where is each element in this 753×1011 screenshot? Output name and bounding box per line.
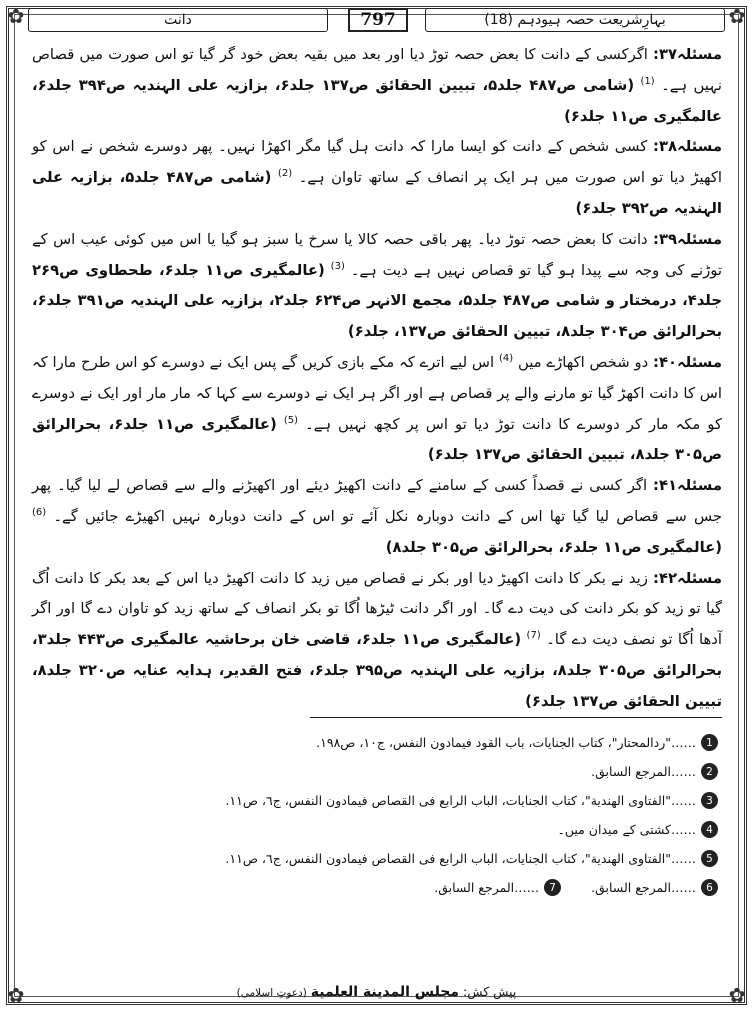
issue-label: مسئلہ۳۸: — [653, 138, 722, 156]
footnote-item — [28, 844, 718, 873]
corner-ornament-icon: ✿ — [728, 4, 746, 28]
footer-prefix: پیش کش: — [463, 984, 517, 999]
footnote-item — [28, 815, 718, 844]
footnote-item — [28, 728, 718, 757]
issue-label: مسئلہ۴۱: — [653, 477, 722, 495]
issue-citation: (عالمگیری ص۱۱ جلد۶، طحطاوی ص۲۶۹ جلد۴، درمختار و شامی ص۴۸۷ جلد۵، مجمع الانہر ص۶۲۴ جلد۲، بزازیہ علی الہندیہ ص۳۹۱ جلد۶، بحرالرائق ص۳۰۴ جلد۸، تبیین الحقائق ص۱۳۷، جلد۶) — [32, 261, 723, 341]
corner-ornament-icon: ✿ — [7, 983, 25, 1007]
issue-citation: (عالمگیری ص۱۱ جلد۶، بحرالرائق ص۳۰۵ جلد۸) — [385, 538, 722, 556]
book-title: بہارِشریعت حصہ ہیودہم (18) — [425, 8, 725, 32]
main-text — [32, 40, 722, 718]
footnote-number: 1 — [701, 734, 718, 751]
footnote-item — [28, 757, 718, 786]
footnote-number: 5 — [701, 850, 718, 867]
issue-37 — [32, 40, 722, 132]
page-header — [28, 8, 725, 34]
issue-text: کسی شخص کے دانت کو ایسا مارا کہ دانت ہل گیا مگر اکھڑا نہیں۔ پھر دوسرے شخص نے اس کو اکھیڑ دیا تو اس صورت میں ہر ایک پر انصاف کے ساتھ تاوان ہے۔ — [32, 138, 722, 187]
footnote-ref: (5) — [283, 414, 298, 426]
footnote-number: 6 — [701, 879, 718, 896]
issue-label: مسئلہ۴۲: — [653, 569, 722, 587]
footnote-text: ……المرجع السابق. — [591, 880, 696, 895]
issue-38 — [32, 132, 722, 224]
publisher-name: مجلس المدینة العلمیة — [310, 984, 460, 1000]
chapter-title: دانت — [28, 8, 328, 32]
corner-ornament-icon: ✿ — [728, 983, 746, 1007]
issue-citation: (شامی ص۴۸۷ جلد۵، تبیین الحقائق ص۱۳۷ جلد۶، بزازیہ علی الہندیہ ص۳۹۴ جلد۶، عالمگیری ص۱۱ جلد۶) — [32, 76, 722, 125]
footnote-text: ……المرجع السابق. — [434, 880, 540, 895]
footnote-divider — [310, 717, 722, 718]
footnote-number: 3 — [701, 792, 718, 809]
issue-label: مسئلہ۳۹: — [653, 230, 722, 248]
footnote-ref: (4) — [498, 353, 514, 365]
footnote-ref: (1) — [640, 75, 655, 87]
corner-ornament-icon: ✿ — [7, 4, 25, 28]
issue-citation: (عالمگیری ص۱۱ جلد۶، بحرالرائق ص۳۰۵ جلد۸، تبیین الحقائق ص۱۳۷ جلد۶) — [32, 415, 722, 464]
issue-41 — [32, 471, 722, 563]
footnote-item — [28, 873, 718, 902]
issue-label: مسئلہ۳۷: — [653, 46, 722, 63]
footnote-number: 4 — [701, 821, 718, 838]
footnote-ref: (6) — [32, 507, 47, 519]
footnote-text: ……"ردالمحتار"، کتاب الجنایات، باب القود فیمادون النفس، ج۱۰، ص۱۹۸. — [316, 735, 696, 750]
footnote-number: 2 — [701, 763, 718, 780]
publisher-tag: (دعوتِ اسلامی) — [236, 987, 307, 999]
issue-citation: (عالمگیری ص۱۱ جلد۶، قاضی خان برحاشیہ عالمگیری ص۴۴۳ جلد۳، بحرالرائق ص۳۰۵ جلد۸، بزازیہ علی الہندیہ ص۳۹۵ جلد۶، فتح القدیر، ہدایہ عنایہ ص۳۲۰ جلد۸، تبیین الحقائق ص۱۳۷ جلد۶) — [32, 631, 722, 710]
footnotes — [28, 728, 718, 902]
footnote-number: 7 — [544, 879, 561, 896]
footnote-text: ……المرجع السابق. — [591, 764, 696, 779]
footnote-item — [28, 786, 718, 815]
issue-text: زید نے بکر کا دانت اکھیڑ دیا اور بکر نے قصاص میں زید کا دانت اکھیڑ دیا اس کے بعد بکر کا دانت اُگ گیا تو زید کو بکر دانت کی دیت دے گا۔ اور اگر دانت ٹیڑھا اُگا تو بکر انصاف کے ساتھ زید کو تاوان دے گا اور اگر آدھا اُگا تو نصف دیت دے گا۔ — [32, 569, 722, 649]
issue-42 — [32, 564, 722, 718]
page-number: 797 — [348, 8, 408, 32]
issue-40 — [32, 348, 722, 471]
issue-text: دانت کا بعض حصہ توڑ دیا۔ پھر باقی حصہ کالا یا سرخ یا سبز ہو گیا یا اس میں کوئی عیب اس کے توڑنے کی وجہ سے پیدا ہو گیا تو قصاص نہیں ہے دیت ہے۔ — [32, 230, 722, 279]
issue-39 — [32, 225, 722, 348]
footnote-ref: (7) — [526, 630, 541, 642]
issue-citation: (شامی ص۴۸۷ جلد۵، بزازیہ علی الہندیہ ص۳۹۲ جلد۶) — [32, 169, 722, 217]
page-footer — [0, 984, 753, 1000]
issue-text-continued: اس لیے اترے کہ مکے بازی کریں گے پس ایک نے دوسرے کو اس طرح مارا کہ اس کا دانت اکھڑ گیا تو مارنے والے پر قصاص ہے اور اگر ہر ایک نے دوسرے سے کہا کہ مار مار اور ایک نے دوسرے کو مکہ مار کر دوسرے کا دانت توڑ دیا تو اس پر کچھ نہیں ہے۔ — [32, 353, 722, 433]
issue-text: دو شخص اکھاڑے میں — [517, 353, 649, 371]
footnote-text: ……"الفتاوی الهندیة"، کتاب الجنایات، الباب الرابع فی القصاص فیمادون النفس، ج٦، ص۱۱. — [225, 793, 696, 808]
issue-text: اگر کسی نے قصداً کسی کے سامنے کے دانت اکھیڑ دیئے اور اکھیڑنے والے سے قصاص لے لیا گیا۔ پھر جس سے قصاص لیا گیا تھا اس کے دانت دوبارہ نکل آئے تو اس کے دانت دوبارہ نہیں اکھیڑے جائیں گے۔ — [32, 477, 722, 525]
issue-text: اگرکسی کے دانت کا بعض حصہ توڑ دیا اور بعد میں بقیہ بعض خود گر گیا تو اس صورت میں قصاص نہیں ہے۔ — [32, 46, 722, 94]
footnote-text: ……"الفتاوی الهندیة"، کتاب الجنایات، الباب الرابع فی القصاص فیمادون النفس، ج٦، ص۱۱. — [225, 851, 696, 866]
issue-label: مسئلہ۴۰: — [653, 353, 722, 371]
footnote-ref: (2) — [277, 168, 293, 180]
footnote-text: ……کشتی کے میدان میں۔ — [557, 822, 696, 837]
footnote-ref: (3) — [330, 260, 345, 272]
